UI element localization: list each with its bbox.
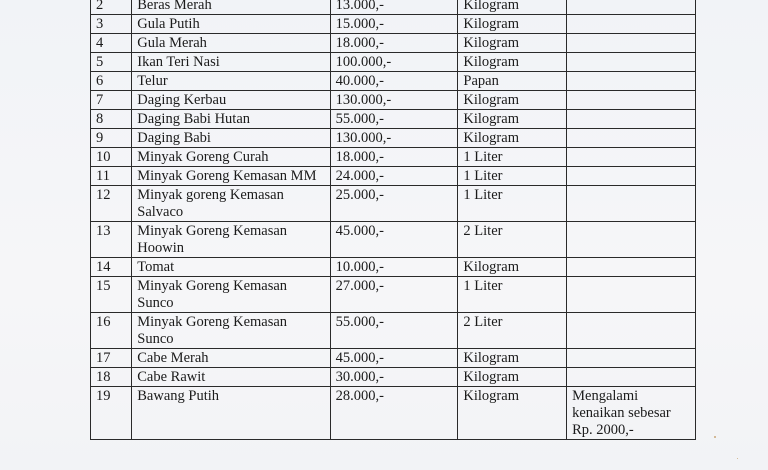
commodity-name-cell: Telur [132, 72, 330, 91]
price-cell: 45.000,- [330, 349, 458, 368]
price-cell: 40.000,- [330, 72, 458, 91]
unit-cell: 1 Liter [458, 277, 567, 313]
row-number-cell: 13 [91, 222, 132, 258]
row-number-cell: 15 [91, 277, 132, 313]
unit-cell: Kilogram [458, 53, 567, 72]
table-row-6 [91, 72, 696, 91]
table-row-11 [91, 167, 696, 186]
commodity-name-cell: Bawang Putih [132, 387, 330, 440]
row-number-cell: 5 [91, 53, 132, 72]
price-cell: 15.000,- [330, 15, 458, 34]
note-cell [567, 186, 696, 222]
table-row-19 [91, 387, 696, 440]
table-row-5 [91, 53, 696, 72]
table-row-14 [91, 258, 696, 277]
note-cell [567, 313, 696, 349]
row-number-cell: 11 [91, 167, 132, 186]
price-cell: 130.000,- [330, 129, 458, 148]
unit-cell: 2 Liter [458, 313, 567, 349]
note-cell [567, 277, 696, 313]
row-number-cell: 2 [91, 0, 132, 15]
commodity-name-cell: Cabe Merah [132, 349, 330, 368]
note-cell [567, 72, 696, 91]
note-cell [567, 110, 696, 129]
unit-cell: Kilogram [458, 129, 567, 148]
unit-cell: Kilogram [458, 0, 567, 15]
price-cell: 100.000,- [330, 53, 458, 72]
price-cell: 55.000,- [330, 110, 458, 129]
table-row-12 [91, 186, 696, 222]
table-row-4 [91, 34, 696, 53]
row-number-cell: 9 [91, 129, 132, 148]
commodity-name-cell: Tomat [132, 258, 330, 277]
price-cell: 27.000,- [330, 277, 458, 313]
commodity-name-cell: Minyak Goreng Kemasan Sunco [132, 277, 330, 313]
unit-cell: Kilogram [458, 387, 567, 440]
unit-cell: 1 Liter [458, 186, 567, 222]
row-number-cell: 10 [91, 148, 132, 167]
price-cell: 24.000,- [330, 167, 458, 186]
commodity-name-cell: Gula Putih [132, 15, 330, 34]
price-cell: 30.000,- [330, 368, 458, 387]
unit-cell: Kilogram [458, 368, 567, 387]
row-number-cell: 17 [91, 349, 132, 368]
price-cell: 10.000,- [330, 258, 458, 277]
note-cell [567, 15, 696, 34]
note-cell [567, 222, 696, 258]
commodity-name-cell: Gula Merah [132, 34, 330, 53]
row-number-cell: 19 [91, 387, 132, 440]
commodity-name-cell: Minyak Goreng Kemasan MM [132, 167, 330, 186]
row-number-cell: 7 [91, 91, 132, 110]
unit-cell: Papan [458, 72, 567, 91]
note-cell [567, 53, 696, 72]
unit-cell: Kilogram [458, 110, 567, 129]
table-row-10 [91, 148, 696, 167]
row-number-cell: 18 [91, 368, 132, 387]
note-cell [567, 0, 696, 15]
table-row-7 [91, 91, 696, 110]
commodity-name-cell: Daging Kerbau [132, 91, 330, 110]
table-row-2 [91, 0, 696, 15]
row-number-cell: 12 [91, 186, 132, 222]
price-cell: 45.000,- [330, 222, 458, 258]
unit-cell: Kilogram [458, 34, 567, 53]
note-cell [567, 34, 696, 53]
note-cell [567, 368, 696, 387]
row-number-cell: 4 [91, 34, 132, 53]
commodity-name-cell: Cabe Rawit [132, 368, 330, 387]
table-row-3 [91, 15, 696, 34]
unit-cell: Kilogram [458, 91, 567, 110]
price-cell: 18.000,- [330, 34, 458, 53]
note-cell [567, 129, 696, 148]
table-row-16 [91, 313, 696, 349]
table-row-9 [91, 129, 696, 148]
table-row-8 [91, 110, 696, 129]
unit-cell: Kilogram [458, 349, 567, 368]
note-cell [567, 349, 696, 368]
unit-cell: 1 Liter [458, 148, 567, 167]
unit-cell: 1 Liter [458, 167, 567, 186]
commodity-name-cell: Daging Babi [132, 129, 330, 148]
commodity-name-cell: Minyak Goreng Curah [132, 148, 330, 167]
price-cell: 55.000,- [330, 313, 458, 349]
table-row-13 [91, 222, 696, 258]
commodity-name-cell: Daging Babi Hutan [132, 110, 330, 129]
price-cell: 13.000,- [330, 0, 458, 15]
table-row-17 [91, 349, 696, 368]
commodity-name-cell: Beras Merah [132, 0, 330, 15]
note-cell: Mengalami kenaikan sebesar Rp. 2000,- [567, 387, 696, 440]
commodity-price-table [90, 0, 696, 440]
unit-cell: 2 Liter [458, 222, 567, 258]
row-number-cell: 16 [91, 313, 132, 349]
price-cell: 130.000,- [330, 91, 458, 110]
row-number-cell: 14 [91, 258, 132, 277]
note-cell [567, 167, 696, 186]
note-cell [567, 148, 696, 167]
note-cell [567, 91, 696, 110]
unit-cell: Kilogram [458, 15, 567, 34]
price-cell: 18.000,- [330, 148, 458, 167]
scan-speck [737, 458, 738, 459]
row-number-cell: 3 [91, 15, 132, 34]
scan-speck [714, 436, 716, 438]
price-table-body [91, 0, 696, 440]
row-number-cell: 6 [91, 72, 132, 91]
commodity-name-cell: Minyak Goreng Kemasan Sunco [132, 313, 330, 349]
price-cell: 28.000,- [330, 387, 458, 440]
commodity-name-cell: Ikan Teri Nasi [132, 53, 330, 72]
table-row-15 [91, 277, 696, 313]
unit-cell: Kilogram [458, 258, 567, 277]
commodity-name-cell: Minyak goreng Kemasan Salvaco [132, 186, 330, 222]
table-row-18 [91, 368, 696, 387]
commodity-name-cell: Minyak Goreng Kemasan Hoowin [132, 222, 330, 258]
price-cell: 25.000,- [330, 186, 458, 222]
row-number-cell: 8 [91, 110, 132, 129]
note-cell [567, 258, 696, 277]
